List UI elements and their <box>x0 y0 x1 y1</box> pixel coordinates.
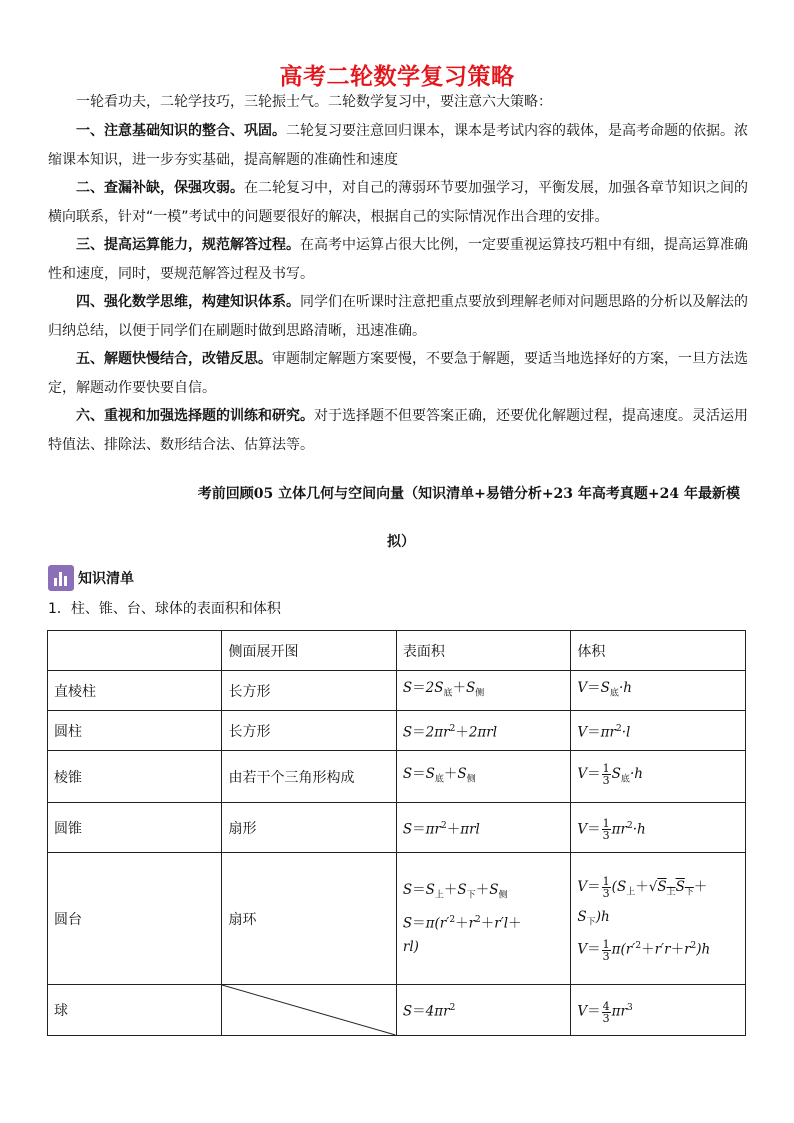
strategy-5-body: 审题制定解题方案要慢，不要急于解题，要适当地选择好的方案，一旦方法选定，解题动作要快要自信。 <box>48 351 748 396</box>
solid-name: 直棱柱 <box>48 671 222 711</box>
strategy-3 <box>48 231 754 288</box>
surface-formula: $S=2\pi r^2+2\pi rl$ <box>396 711 571 751</box>
strategy-3-body: 在高考中运算占很大比例，一定要重视运算技巧粗中有细，提高运算准确性和速度，同时，要规范解答过程及书写。 <box>48 237 748 282</box>
volume-formula: V＝ $\frac{1}{3}$ ($S_上+√S_上S_下+$ $S_下)h$ V＝ $\frac{1}{3}$ $\pi(r'^2+r'r+r^2)h$ <box>571 853 746 985</box>
review-title-line-1: 考前回顾05 立体几何与空间向量（知识清单+易错分析+23 年高考真题+24 年最新模 <box>197 486 740 502</box>
strategy-3-head: 三、提高运算能力，规范解答过程。 <box>76 237 300 253</box>
table-header-row <box>48 631 746 671</box>
solid-name: 棱锥 <box>48 751 222 803</box>
strategy-6 <box>48 402 754 459</box>
diagonal-slash <box>222 985 395 1035</box>
solid-name: 球 <box>48 985 222 1036</box>
header-cell: 表面积 <box>396 631 571 671</box>
strategy-2-head: 二、查漏补缺，保强攻弱。 <box>76 180 244 196</box>
solid-name: 圆台 <box>48 853 222 985</box>
strategy-4-head: 四、强化数学思维，构建知识体系。 <box>76 294 300 310</box>
surface-formula: $S=S_底+S_侧$ <box>396 751 571 803</box>
strategy-5-head: 五、解题快慢结合，改错反思。 <box>76 351 272 367</box>
strategy-4 <box>48 288 754 345</box>
unfold-shape: 长方形 <box>222 671 396 711</box>
surface-formula: $S=4\pi r^2$ <box>396 985 571 1036</box>
header-cell: 侧面展开图 <box>222 631 396 671</box>
table-row <box>48 711 746 751</box>
strategy-1-head: 一、注意基础知识的整合、巩固。 <box>76 123 286 139</box>
surface-formula: $S=S_上+S_下+S_侧$ $S=\pi(r'^2+r^2+r'l+$ rl) <box>396 853 571 985</box>
table-row <box>48 985 746 1036</box>
table-row <box>48 803 746 853</box>
bar-chart-icon <box>48 565 74 591</box>
table-row <box>48 751 746 803</box>
knowledge-list-label: 知识清单 <box>78 571 134 587</box>
unfold-shape-empty <box>222 985 396 1036</box>
strategy-1-body: 二轮复习要注意回归课本，课本是考试内容的载体，是高考命题的依据。浓缩课本知识，进一步夯实基础，提高解题的准确性和速度 <box>48 123 748 168</box>
strategy-2-body: 在二轮复习中，对自己的薄弱环节要加强学习，平衡发展，加强各章节知识之间的横向联系，针对“一模”考试中的问题要很好的解决，根据自己的实际情况作出合理的安排。 <box>48 180 748 225</box>
volume-formula: $V=S_底\cdot h$ <box>571 671 746 711</box>
strategy-2 <box>48 174 754 231</box>
header-cell: 体积 <box>571 631 746 671</box>
strategy-6-body: 对于选择题不但要答案正确，还要优化解题过程，提高速度。灵活运用特值法、排除法、数形结合法、估算法等。 <box>48 408 748 453</box>
review-title-line-2: 拟） <box>387 534 415 550</box>
intro-text: 一轮看功夫，二轮学技巧，三轮振士气。二轮数学复习中，要注意六大策略： <box>76 94 552 110</box>
header-cell <box>48 631 222 671</box>
unfold-shape: 扇环 <box>222 853 396 985</box>
strategy-6-head: 六、重视和加强选择题的训练和研究。 <box>76 408 314 424</box>
volume-formula: $V=\pi r^2\cdot l$ <box>571 711 746 751</box>
volume-formula: V＝ $\frac{1}{3}$ $S_底\cdot h$ <box>571 751 746 803</box>
strategy-1 <box>48 117 754 174</box>
unfold-shape: 长方形 <box>222 711 396 751</box>
surface-formula: $S=\pi r^2+\pi rl$ <box>396 803 571 853</box>
unfold-shape: 扇形 <box>222 803 396 853</box>
subsection-title: 1．柱、锥、台、球体的表面积和体积 <box>48 601 281 617</box>
formula-table <box>47 630 746 1036</box>
table-row <box>48 853 746 985</box>
volume-formula: V＝ $\frac{4}{3}$ $\pi r^3$ <box>571 985 746 1036</box>
strategy-4-body: 同学们在听课时注意把重点要放到理解老师对问题思路的分析以及解法的归纳总结，以便于同学们在刷题时做到思路清晰，迅速准确。 <box>48 294 748 339</box>
table-row <box>48 671 746 711</box>
unfold-shape: 由若干个三角形构成 <box>222 751 396 803</box>
solid-name: 圆锥 <box>48 803 222 853</box>
knowledge-list-heading <box>48 564 134 592</box>
surface-formula: $S=2S_底+S_侧$ <box>396 671 571 711</box>
solid-name: 圆柱 <box>48 711 222 751</box>
intro-paragraph <box>48 88 754 117</box>
strategy-5 <box>48 345 754 402</box>
volume-formula: V＝ $\frac{1}{3}$ $\pi r^2\cdot h$ <box>571 803 746 853</box>
page-title: 高考二轮数学复习策略 <box>279 64 515 90</box>
